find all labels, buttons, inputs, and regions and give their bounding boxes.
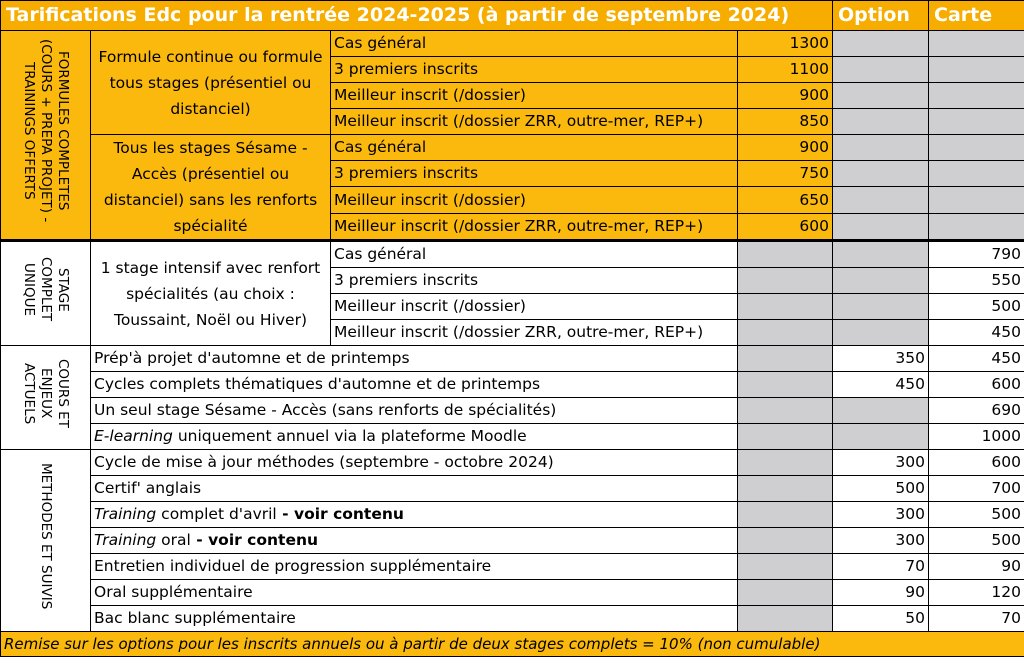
- table-row: [1, 346, 1024, 372]
- row-label: 3 premiers inscrits: [331, 57, 738, 83]
- empty-option-cell: [833, 213, 929, 240]
- label-text: oral: [156, 531, 191, 549]
- table-row: [1, 424, 1024, 450]
- row-carte: 450: [929, 320, 1024, 346]
- empty-option-cell: [833, 109, 929, 135]
- table-row: [1, 31, 1024, 57]
- label-text: uniquement annuel via la plateforme Moodle: [172, 427, 527, 445]
- row-label: Un seul stage Sésame - Accès (sans renforts de spécialités): [91, 398, 738, 424]
- row-label: Cas général: [331, 31, 738, 57]
- table-row: [1, 580, 1024, 606]
- empty-carte-cell: [929, 135, 1024, 161]
- row-label: Meilleur inscrit (/dossier): [331, 294, 738, 320]
- empty-price-cell: [738, 372, 833, 398]
- section-formules: FORMULES COMPLETES (COURS + PREPA PROJET) - TRAININGS OFFERTS: [1, 31, 91, 241]
- row-label: Certif' anglais: [91, 476, 738, 502]
- row-label: Cas général: [331, 135, 738, 161]
- row-carte: 600: [929, 450, 1024, 476]
- table-title: Tarifications Edc pour la rentrée 2024-2025 (à partir de septembre 2024): [1, 1, 833, 31]
- table-row: [1, 528, 1024, 554]
- empty-price-cell: [738, 528, 833, 554]
- table-row: [1, 398, 1024, 424]
- empty-option-cell: [833, 424, 929, 450]
- empty-price-cell: [738, 450, 833, 476]
- row-carte: 700: [929, 476, 1024, 502]
- empty-option-cell: [833, 57, 929, 83]
- group-tous-stages: Tous les stages Sésame - Accès (présentiel ou distanciel) sans les renforts spécialité: [91, 135, 331, 241]
- label-italic: E-learning: [94, 427, 173, 445]
- row-carte: 90: [929, 554, 1024, 580]
- voir-contenu-link[interactable]: - voir contenu: [276, 505, 404, 523]
- empty-option-cell: [833, 320, 929, 346]
- row-label: [91, 502, 738, 528]
- row-carte: 1000: [929, 424, 1024, 450]
- empty-option-cell: [833, 161, 929, 187]
- table-row: [1, 450, 1024, 476]
- empty-price-cell: [738, 606, 833, 632]
- row-label: Bac blanc supplémentaire: [91, 606, 738, 632]
- empty-option-cell: [833, 187, 929, 213]
- row-label: 3 premiers inscrits: [331, 161, 738, 187]
- table-row: [1, 372, 1024, 398]
- section-methodes: METHODES ET SUIVIS: [1, 450, 91, 632]
- empty-price-cell: [738, 424, 833, 450]
- empty-option-cell: [833, 398, 929, 424]
- table-row: [1, 241, 1024, 268]
- empty-carte-cell: [929, 187, 1024, 213]
- row-option: 350: [833, 346, 929, 372]
- row-carte: 550: [929, 268, 1024, 294]
- row-option: 300: [833, 450, 929, 476]
- row-label: Prép'à projet d'automne et de printemps: [91, 346, 738, 372]
- row-price: 1100: [738, 57, 833, 83]
- row-label: 3 premiers inscrits: [331, 268, 738, 294]
- empty-option-cell: [833, 31, 929, 57]
- row-option: 450: [833, 372, 929, 398]
- voir-contenu-link[interactable]: - voir contenu: [190, 531, 319, 549]
- row-carte: 450: [929, 346, 1024, 372]
- row-label: Cycle de mise à jour méthodes (septembre - octobre 2024): [91, 450, 738, 476]
- table-row: [1, 606, 1024, 632]
- empty-price-cell: [738, 241, 833, 268]
- empty-carte-cell: [929, 83, 1024, 109]
- row-option: 90: [833, 580, 929, 606]
- empty-price-cell: [738, 580, 833, 606]
- empty-option-cell: [833, 241, 929, 268]
- empty-option-cell: [833, 83, 929, 109]
- row-option: 300: [833, 528, 929, 554]
- row-carte: 70: [929, 606, 1024, 632]
- row-label: Meilleur inscrit (/dossier): [331, 187, 738, 213]
- row-option: 70: [833, 554, 929, 580]
- row-option: 500: [833, 476, 929, 502]
- section-stage: STAGE COMPLET UNIQUE: [1, 241, 91, 346]
- label-italic: Training: [94, 505, 157, 523]
- empty-option-cell: [833, 294, 929, 320]
- row-carte: 790: [929, 241, 1024, 268]
- empty-carte-cell: [929, 31, 1024, 57]
- group-formule-continue: Formule continue ou formule tous stages (présentiel ou distanciel): [91, 31, 331, 135]
- row-label: [91, 424, 738, 450]
- footer-row: [1, 632, 1024, 657]
- empty-price-cell: [738, 398, 833, 424]
- row-carte: 120: [929, 580, 1024, 606]
- row-price: 900: [738, 83, 833, 109]
- table-row: [1, 135, 1024, 161]
- row-label: Meilleur inscrit (/dossier): [331, 83, 738, 109]
- empty-carte-cell: [929, 57, 1024, 83]
- empty-carte-cell: [929, 213, 1024, 240]
- row-label: Cycles complets thématiques d'automne et de printemps: [91, 372, 738, 398]
- row-label: Meilleur inscrit (/dossier ZRR, outre-mer, REP+): [331, 109, 738, 135]
- row-label: [91, 528, 738, 554]
- row-carte: 600: [929, 372, 1024, 398]
- row-label: Entretien individuel de progression supplémentaire: [91, 554, 738, 580]
- row-option: 300: [833, 502, 929, 528]
- row-label: Cas général: [331, 241, 738, 268]
- row-price: 900: [738, 135, 833, 161]
- table-row: [1, 476, 1024, 502]
- empty-price-cell: [738, 502, 833, 528]
- table-row: [1, 554, 1024, 580]
- row-price: 650: [738, 187, 833, 213]
- row-carte: 500: [929, 502, 1024, 528]
- label-italic: Training: [94, 531, 157, 549]
- empty-carte-cell: [929, 109, 1024, 135]
- row-label: Meilleur inscrit (/dossier ZRR, outre-mer, REP+): [331, 213, 738, 240]
- row-price: 1300: [738, 31, 833, 57]
- row-price: 600: [738, 213, 833, 240]
- row-carte: 500: [929, 528, 1024, 554]
- group-stage-intensif: 1 stage intensif avec renfort spécialités (au choix : Toussaint, Noël ou Hiver): [91, 241, 331, 346]
- section-cours: COURS ET ENJEUX ACTUELS: [1, 346, 91, 450]
- row-carte: 690: [929, 398, 1024, 424]
- discount-note: Remise sur les options pour les inscrits annuels ou à partir de deux stages complets = 10% (non cumulable): [1, 632, 1024, 657]
- row-label: Oral supplémentaire: [91, 580, 738, 606]
- empty-price-cell: [738, 554, 833, 580]
- empty-price-cell: [738, 476, 833, 502]
- row-label: Meilleur inscrit (/dossier ZRR, outre-mer, REP+): [331, 320, 738, 346]
- empty-price-cell: [738, 268, 833, 294]
- empty-carte-cell: [929, 161, 1024, 187]
- table-row: [1, 502, 1024, 528]
- empty-price-cell: [738, 346, 833, 372]
- row-price: 750: [738, 161, 833, 187]
- empty-price-cell: [738, 294, 833, 320]
- row-price: 850: [738, 109, 833, 135]
- row-option: 50: [833, 606, 929, 632]
- label-text: complet d'avril: [156, 505, 277, 523]
- empty-option-cell: [833, 135, 929, 161]
- carte-header: Carte: [929, 1, 1024, 31]
- empty-option-cell: [833, 268, 929, 294]
- option-header: Option: [833, 1, 929, 31]
- empty-price-cell: [738, 320, 833, 346]
- row-carte: 500: [929, 294, 1024, 320]
- header-row: [1, 1, 1024, 31]
